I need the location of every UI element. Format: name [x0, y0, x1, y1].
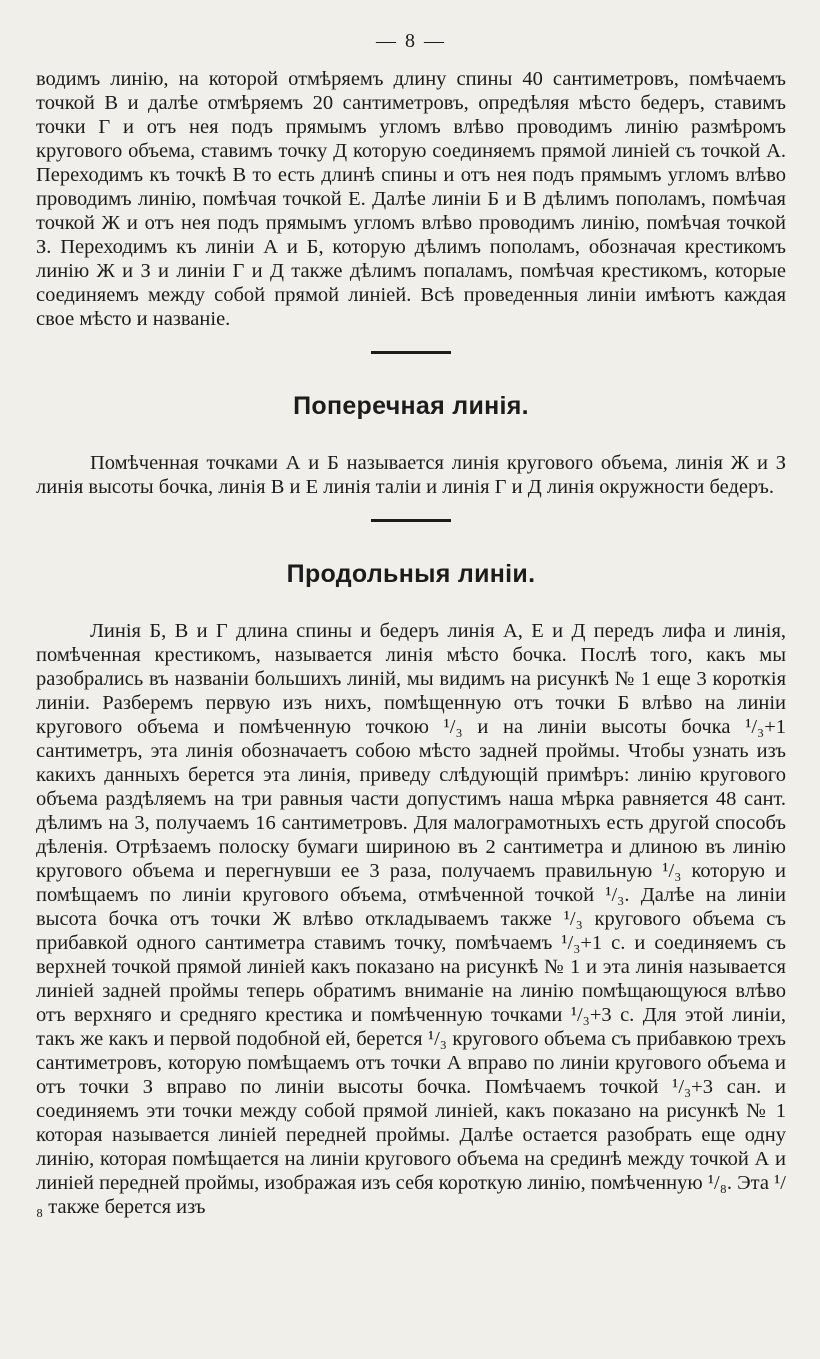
section-divider-1 [371, 351, 451, 354]
section-heading-longitudinal: Продольныя линіи. [286, 560, 536, 588]
page-number: — 8 — [376, 30, 446, 52]
section-divider-2 [371, 519, 451, 522]
section-heading-transverse: Поперечная линія. [293, 392, 529, 420]
intro-paragraph: водимъ линію, на которой отмѣряемъ длину спины 40 сантиметровъ, помѣчаемъ точкой В и далѣе отмѣряемъ 20 сантиметровъ, опредѣляя мѣсто бедеръ, ставимъ точки Г и отъ нея подъ прямымъ угломъ влѣво проводимъ линію размѣромъ кругового объема, ставимъ точку Д которую соединяемъ прямой линіей съ точкой А. Переходимъ къ точкѣ В то есть длинѣ спины и отъ нея подъ прямымъ угломъ влѣво проводимъ линію, помѣчая точкой Е. Далѣе линіи Б и В дѣлимъ пополамъ, помѣчая точкой Ж и отъ нея подъ прямымъ угломъ влѣво проводимъ линію, помѣчая точкой З. Переходимъ къ линіи А и Б, которую дѣлимъ пополамъ, обозначая крестикомъ линію Ж и З и линіи Г и Д также дѣлимъ попаламъ, помѣчая крестикомъ, которые соединяемъ между собой прямой линіей. Всѣ проведенныя линіи имѣютъ каждая свое мѣсто и названіе. [36, 68, 786, 330]
section-paragraph-transverse: Помѣченная точками А и Б называется линія кругового объема, линія Ж и З линія высоты бочка, линія В и Е линія таліи и линія Г и Д линія окружности бедеръ. [36, 452, 786, 498]
section-paragraph-longitudinal: Линія Б, В и Г длина спины и бедеръ линія А, Е и Д передъ лифа и линія, помѣченная крестикомъ, называется линія мѣсто бочка. Послѣ того, какъ мы разобрались въ названіи большихъ линій, мы видимъ на рисункѣ № 1 еще 3 короткія линіи. Разберемъ первую изъ нихъ, помѣщенную отъ точки Б влѣво на линіи кругового объема и помѣченную точкою ¹/₃ и на линіи высоты бочка ¹/₃+1 сантиметръ, эта линія обозначаетъ собою мѣсто задней проймы. Чтобы узнать изъ какихъ данныхъ берется эта линія, приведу слѣдующій примѣръ: линію кругового объема раздѣляемъ на три равныя части допустимъ наша мѣрка равняется 48 сант. дѣлимъ на 3, получаемъ 16 сантиметровъ. Для малограмотныхъ есть другой способъ дѣленія. Отрѣзаемъ полоску бумаги шириною въ 2 сантиметра и длиною въ линію кругового объема и перегнувши ее 3 раза, получаемъ правильную ¹/₃ которую и помѣщаемъ по линіи кругового объема, отмѣченной точкой ¹/₃. Далѣе на линіи высота бочка отъ точки Ж влѣво откладываемъ также ¹/₃ кругового объема съ прибавкой одного сантиметра ставимъ точку, помѣчаемъ ¹/₃+1 с. и соединяемъ съ верхней точкой прямой линіей какъ показано на рисункѣ № 1 и эта линія называется линіей задней проймы теперь обратимъ вниманіе на линію помѣщающуюся влѣво отъ верхняго и средняго крестика и помѣченную точками ¹/₃+3 с. Для этой линіи, такъ же какъ и первой подобной ей, берется ¹/₃ кругового объема съ прибавкою трехъ сантиметровъ, которую помѣщаемъ отъ точки А вправо по линіи кругового объема и отъ точки З вправо по линіи высоты бочка. Помѣчаемъ точкой ¹/₃+3 сан. и соединяемъ эти точки между собой прямой линіей, какъ показано на рисункѣ № 1 которая называется линіей передней проймы. Далѣе остается разобрать еще одну линію, которая помѣщается на линіи кругового объема на срединѣ между точкой А и линіей передней проймы, изображая изъ себя короткую линію, помѣченную ¹/₈. Эта ¹/₈ также берется изъ [36, 620, 786, 1218]
